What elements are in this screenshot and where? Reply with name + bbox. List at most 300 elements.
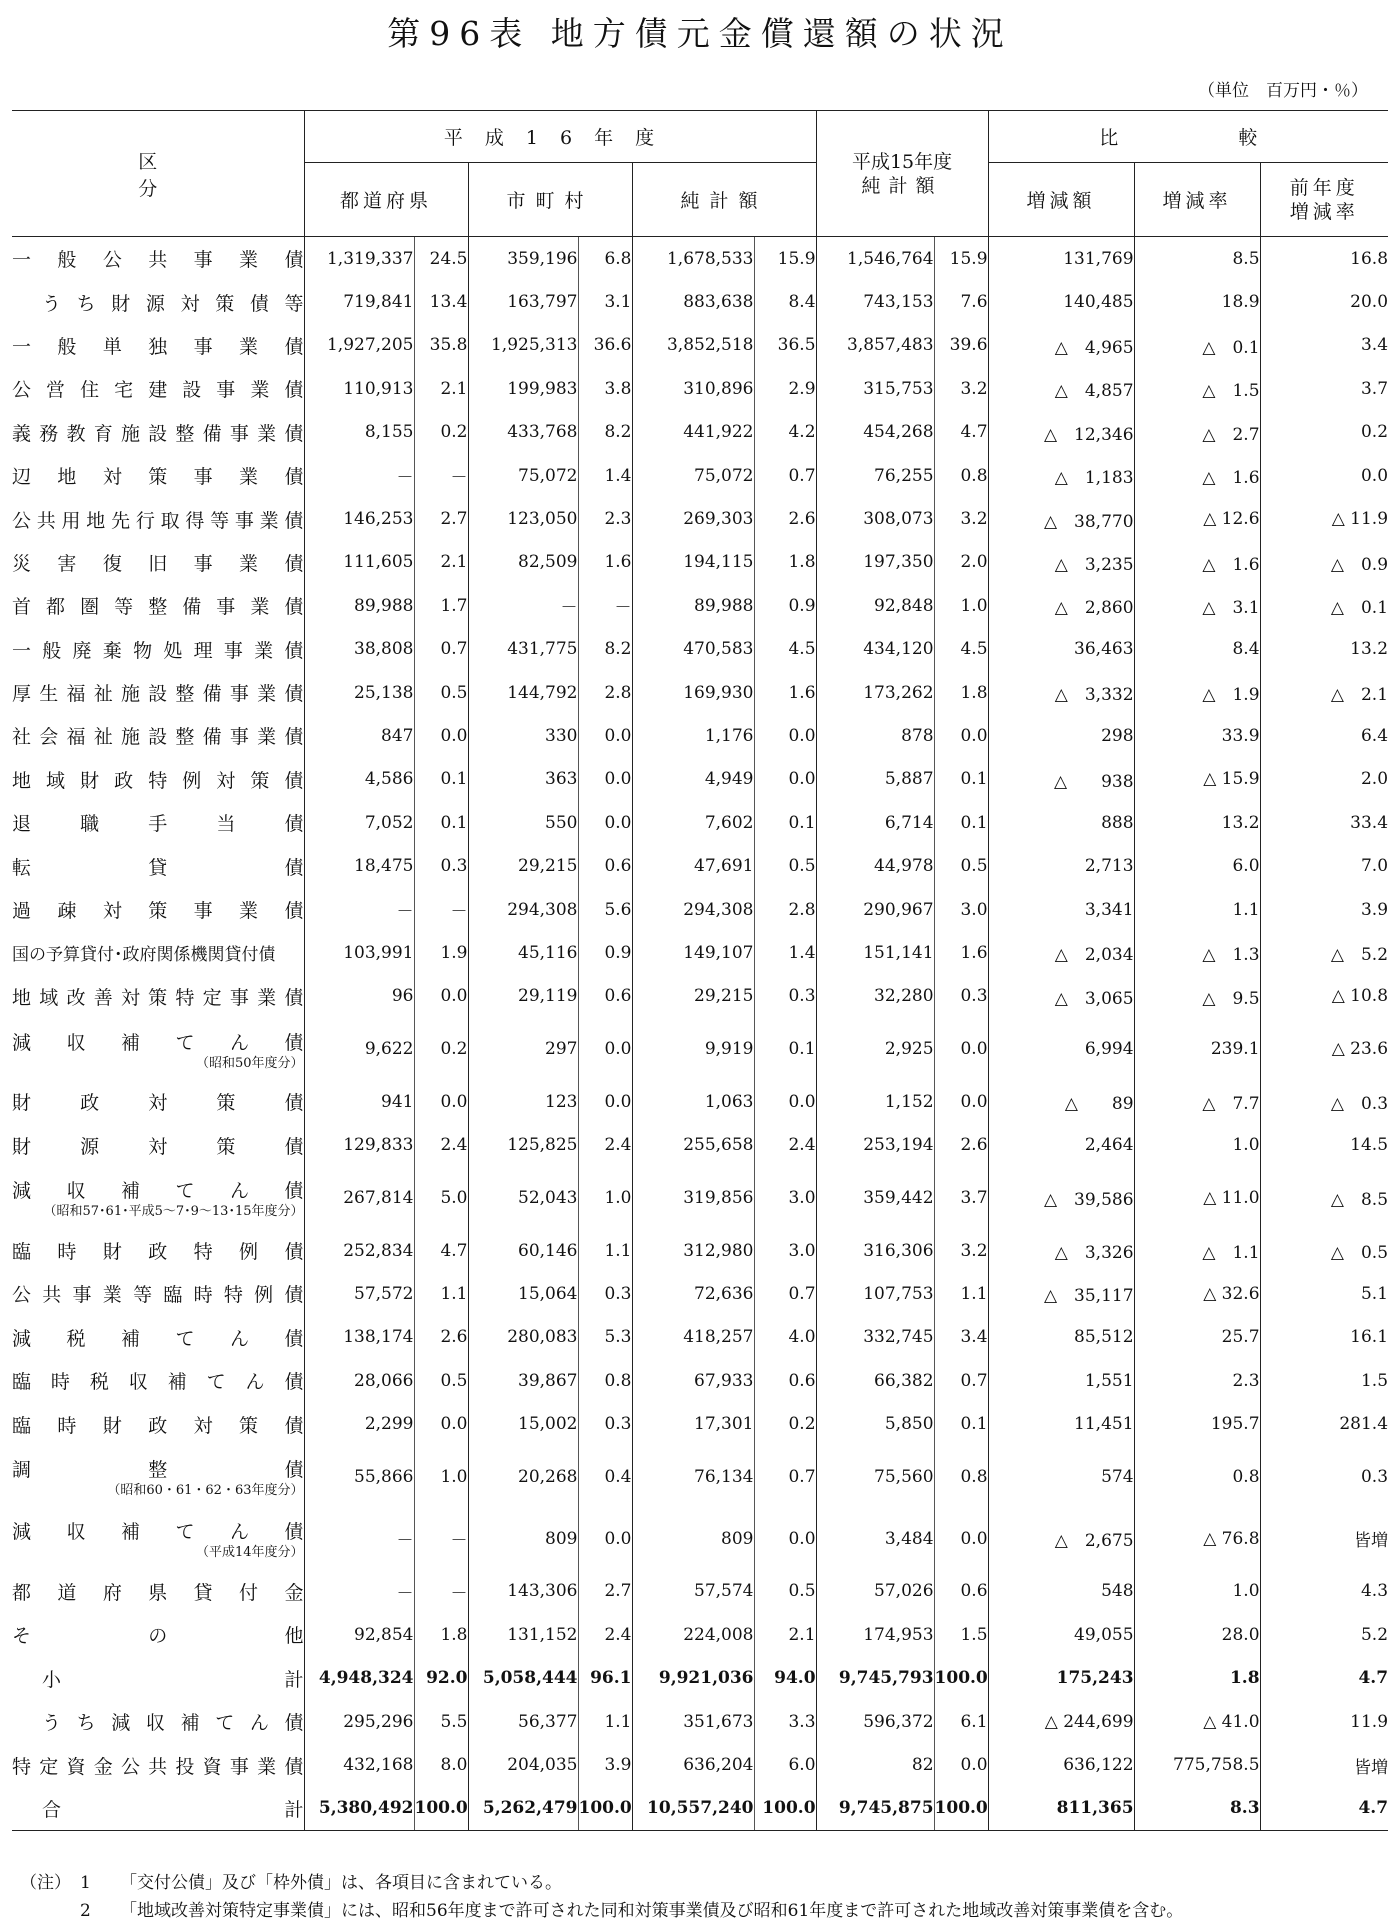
value-cell: 330 xyxy=(468,714,578,757)
row-label: 臨 時 税 収 補 て ん 債 xyxy=(12,1371,304,1394)
value-cell: 52,043 xyxy=(468,1167,578,1229)
value-cell: 47,691 xyxy=(632,844,754,887)
value-cell: 0.5 xyxy=(754,844,816,887)
value-cell: 574 xyxy=(988,1446,1134,1508)
note-text: 「交付公債」及び「枠外債」は、各項目に含まれている。 xyxy=(120,1873,562,1893)
table-row xyxy=(12,541,1388,584)
value-cell: 0.3 xyxy=(1260,1446,1388,1508)
table-body xyxy=(12,237,1388,1831)
row-label-cell xyxy=(12,237,304,281)
header-h15-line1: 平成15年度 xyxy=(851,150,953,173)
value-cell: △ 35,117 xyxy=(988,1272,1134,1315)
table-row xyxy=(12,1018,1388,1080)
value-cell: 0.0 xyxy=(578,714,632,757)
value-cell: 32,280 xyxy=(816,975,934,1018)
value-cell: 55,866 xyxy=(304,1446,414,1508)
value-cell: 0.2 xyxy=(414,1018,468,1080)
value-cell: 1.8 xyxy=(934,671,988,714)
value-cell: 432,168 xyxy=(304,1743,414,1786)
value-cell: 2.3 xyxy=(578,497,632,540)
row-label: 財 政 対 策 債 xyxy=(12,1092,304,1115)
value-cell: 85,512 xyxy=(988,1316,1134,1359)
value-cell: 111,605 xyxy=(304,541,414,584)
value-cell: 0.7 xyxy=(414,628,468,671)
value-cell: 36.5 xyxy=(754,324,816,367)
value-cell: 0.0 xyxy=(1260,454,1388,497)
value-cell: 5,058,444 xyxy=(468,1657,578,1700)
value-cell: 319,856 xyxy=(632,1167,754,1229)
value-cell: 49,055 xyxy=(988,1613,1134,1656)
value-cell: 138,174 xyxy=(304,1316,414,1359)
value-cell: 636,204 xyxy=(632,1743,754,1786)
value-cell: 5.6 xyxy=(578,888,632,931)
table-row xyxy=(12,628,1388,671)
header-rate: 増減率 xyxy=(1134,163,1260,237)
value-cell: 550 xyxy=(468,801,578,844)
value-cell: 15,064 xyxy=(468,1272,578,1315)
value-cell: 39,867 xyxy=(468,1359,578,1402)
value-cell: △ 2.7 xyxy=(1134,411,1260,454)
value-cell: 0.0 xyxy=(578,801,632,844)
value-cell: 0.0 xyxy=(934,1743,988,1786)
value-cell: △ 0.9 xyxy=(1260,541,1388,584)
value-cell: － xyxy=(578,584,632,627)
row-label: 臨 時 財 政 特 例 債 xyxy=(12,1241,304,1263)
value-cell: △ 32.6 xyxy=(1134,1272,1260,1315)
value-cell: 20.0 xyxy=(1260,280,1388,323)
table-row xyxy=(12,237,1388,281)
value-cell: 129,833 xyxy=(304,1123,414,1166)
value-cell: △ 1.6 xyxy=(1134,541,1260,584)
table-row xyxy=(12,367,1388,410)
value-cell: 4.5 xyxy=(934,628,988,671)
value-cell: 363 xyxy=(468,758,578,801)
value-cell: 888 xyxy=(988,801,1134,844)
value-cell: 6.0 xyxy=(1134,844,1260,887)
row-label: 首 都 圏 等 整 備 事 業 債 xyxy=(12,596,304,619)
value-cell: 9,622 xyxy=(304,1018,414,1080)
row-label-cell xyxy=(12,975,304,1018)
row-label-cell xyxy=(12,411,304,454)
value-cell: 0.0 xyxy=(754,1080,816,1123)
value-cell: 7,602 xyxy=(632,801,754,844)
table-row xyxy=(12,844,1388,887)
value-cell: 431,775 xyxy=(468,628,578,671)
row-label: 国の予算貸付･政府関係機関貸付債 xyxy=(12,945,276,966)
value-cell: 2.6 xyxy=(754,497,816,540)
value-cell: △ 12.6 xyxy=(1134,497,1260,540)
value-cell: △ 10.8 xyxy=(1260,975,1388,1018)
value-cell: 13.2 xyxy=(1260,628,1388,671)
row-label-cell xyxy=(12,1700,304,1743)
value-cell: 0.0 xyxy=(414,1080,468,1123)
value-cell: 1.1 xyxy=(578,1700,632,1743)
value-cell: 1.5 xyxy=(934,1613,988,1656)
table-row xyxy=(12,888,1388,931)
header-prev-line1: 前年度 xyxy=(1289,176,1359,199)
value-cell: 9,921,036 xyxy=(632,1657,754,1700)
value-cell: 1,063 xyxy=(632,1080,754,1123)
row-label: 公 共 事 業 等 臨 時 特 例 債 xyxy=(12,1284,304,1307)
value-cell: 100.0 xyxy=(934,1657,988,1700)
value-cell: 0.7 xyxy=(754,1272,816,1315)
value-cell: 144,792 xyxy=(468,671,578,714)
value-cell: 2.0 xyxy=(934,541,988,584)
value-cell: 1,319,337 xyxy=(304,237,414,281)
row-label-cell xyxy=(12,671,304,714)
value-cell: 359,196 xyxy=(468,237,578,281)
value-cell: 57,026 xyxy=(816,1570,934,1613)
value-cell: 75,072 xyxy=(632,454,754,497)
value-cell: 847 xyxy=(304,714,414,757)
value-cell: 0.6 xyxy=(578,844,632,887)
value-cell: 75,072 xyxy=(468,454,578,497)
value-cell: △ 1.3 xyxy=(1134,931,1260,974)
value-cell: 5.3 xyxy=(578,1316,632,1359)
value-cell: 2,925 xyxy=(816,1018,934,1080)
value-cell: 3,341 xyxy=(988,888,1134,931)
value-cell: 169,930 xyxy=(632,671,754,714)
table-row xyxy=(12,1272,1388,1315)
value-cell: 224,008 xyxy=(632,1613,754,1656)
value-cell: 197,350 xyxy=(816,541,934,584)
value-cell: 5.5 xyxy=(414,1700,468,1743)
repayment-table xyxy=(12,110,1388,1831)
value-cell: 295,296 xyxy=(304,1700,414,1743)
value-cell: 2.9 xyxy=(754,367,816,410)
table-row xyxy=(12,1446,1388,1508)
value-cell: 9,745,875 xyxy=(816,1787,934,1831)
header-h15 xyxy=(816,111,988,237)
row-label-cell xyxy=(12,888,304,931)
value-cell: 5,262,479 xyxy=(468,1787,578,1831)
value-cell: 2.7 xyxy=(414,497,468,540)
value-cell: 255,658 xyxy=(632,1123,754,1166)
row-label: 一 般 廃 棄 物 処 理 事 業 債 xyxy=(12,639,304,662)
value-cell: △ 38,770 xyxy=(988,497,1134,540)
value-cell: 0.0 xyxy=(578,1018,632,1080)
value-cell: 199,983 xyxy=(468,367,578,410)
table-row xyxy=(12,1167,1388,1229)
value-cell: 15,002 xyxy=(468,1402,578,1445)
value-cell: 5,850 xyxy=(816,1402,934,1445)
value-cell: 0.2 xyxy=(1260,411,1388,454)
value-cell: 3,484 xyxy=(816,1508,934,1570)
value-cell: △ 4,965 xyxy=(988,324,1134,367)
header-net: 純計額 xyxy=(632,163,816,237)
row-label: 減 収 補 て ん 債 xyxy=(12,1180,304,1203)
value-cell: 1.1 xyxy=(414,1272,468,1315)
row-label: 特 定 資 金 公 共 投 資 事 業 債 xyxy=(12,1755,304,1778)
value-cell: 82 xyxy=(816,1743,934,1786)
table-row xyxy=(12,714,1388,757)
row-label: 臨 時 財 政 対 策 債 xyxy=(12,1414,304,1437)
value-cell: 140,485 xyxy=(988,280,1134,323)
value-cell: 2.6 xyxy=(934,1123,988,1166)
notes-head: （注） xyxy=(20,1873,71,1893)
value-cell: 0.7 xyxy=(754,454,816,497)
row-label: 義 務 教 育 施 設 整 備 事 業 債 xyxy=(12,422,304,445)
value-cell: 2.8 xyxy=(578,671,632,714)
row-label-cell xyxy=(12,1272,304,1315)
value-cell: △ 1.1 xyxy=(1134,1229,1260,1272)
row-label: そ の 他 xyxy=(12,1625,304,1648)
value-cell: 75,560 xyxy=(816,1446,934,1508)
row-label: 減 税 補 て ん 債 xyxy=(12,1327,304,1350)
value-cell: 310,896 xyxy=(632,367,754,410)
value-cell: 294,308 xyxy=(632,888,754,931)
table-row xyxy=(12,584,1388,627)
table-row xyxy=(12,1613,1388,1656)
value-cell: 146,253 xyxy=(304,497,414,540)
value-cell: 1.7 xyxy=(414,584,468,627)
note-item xyxy=(20,1869,1183,1897)
value-cell: 149,107 xyxy=(632,931,754,974)
value-cell: 25,138 xyxy=(304,671,414,714)
value-cell: 9,745,793 xyxy=(816,1657,934,1700)
value-cell: 7.0 xyxy=(1260,844,1388,887)
value-cell: 0.8 xyxy=(934,1446,988,1508)
value-cell: 5.1 xyxy=(1260,1272,1388,1315)
value-cell: 0.3 xyxy=(934,975,988,1018)
value-cell: 878 xyxy=(816,714,934,757)
value-cell: 636,122 xyxy=(988,1743,1134,1786)
row-label-cell xyxy=(12,324,304,367)
table-row xyxy=(12,671,1388,714)
value-cell: 89,988 xyxy=(304,584,414,627)
table-row xyxy=(12,975,1388,1018)
value-cell: △ 76.8 xyxy=(1134,1508,1260,1570)
row-label-cell xyxy=(12,1657,304,1700)
value-cell: 103,991 xyxy=(304,931,414,974)
row-label: 過 疎 対 策 事 業 債 xyxy=(12,900,304,923)
value-cell: 3.3 xyxy=(754,1700,816,1743)
value-cell: 2.4 xyxy=(578,1123,632,1166)
value-cell: 0.7 xyxy=(934,1359,988,1402)
value-cell: 8.4 xyxy=(754,280,816,323)
value-cell: 100.0 xyxy=(754,1787,816,1831)
value-cell: 29,215 xyxy=(632,975,754,1018)
value-cell: 0.1 xyxy=(414,801,468,844)
value-cell: 56,377 xyxy=(468,1700,578,1743)
value-cell: △ 5.2 xyxy=(1260,931,1388,974)
value-cell: △ 1,183 xyxy=(988,454,1134,497)
value-cell: 25.7 xyxy=(1134,1316,1260,1359)
value-cell: － xyxy=(414,888,468,931)
value-cell: － xyxy=(414,1508,468,1570)
value-cell: 433,768 xyxy=(468,411,578,454)
table-row xyxy=(12,1402,1388,1445)
header-compare: 比較 xyxy=(988,111,1388,163)
value-cell: 0.8 xyxy=(934,454,988,497)
value-cell: 125,825 xyxy=(468,1123,578,1166)
value-cell: 1.0 xyxy=(934,584,988,627)
value-cell: 8.2 xyxy=(578,411,632,454)
value-cell: 24.5 xyxy=(414,237,468,281)
value-cell: － xyxy=(304,454,414,497)
value-cell: 16.8 xyxy=(1260,237,1388,281)
row-label: 転 貸 債 xyxy=(12,856,304,879)
value-cell: 3.4 xyxy=(934,1316,988,1359)
header-category: 区 分 xyxy=(12,111,304,237)
value-cell: △ 7.7 xyxy=(1134,1080,1260,1123)
value-cell: 809 xyxy=(632,1508,754,1570)
value-cell: 351,673 xyxy=(632,1700,754,1743)
value-cell: 0.6 xyxy=(754,1359,816,1402)
value-cell: 3.2 xyxy=(934,497,988,540)
value-cell: 13.2 xyxy=(1134,801,1260,844)
value-cell: 1,678,533 xyxy=(632,237,754,281)
value-cell: 8.5 xyxy=(1134,237,1260,281)
row-label: 財 源 対 策 債 xyxy=(12,1135,304,1158)
value-cell: 5.2 xyxy=(1260,1613,1388,1656)
value-cell: △ 3,065 xyxy=(988,975,1134,1018)
value-cell: △ 938 xyxy=(988,758,1134,801)
value-cell: 10,557,240 xyxy=(632,1787,754,1831)
value-cell: 3.0 xyxy=(934,888,988,931)
value-cell: 4.7 xyxy=(414,1229,468,1272)
value-cell: 267,814 xyxy=(304,1167,414,1229)
row-label-cell xyxy=(12,1570,304,1613)
value-cell: △ 1.9 xyxy=(1134,671,1260,714)
value-cell: 45,116 xyxy=(468,931,578,974)
value-cell: 123,050 xyxy=(468,497,578,540)
value-cell: 14.5 xyxy=(1260,1123,1388,1166)
value-cell: 29,215 xyxy=(468,844,578,887)
value-cell: 2.6 xyxy=(414,1316,468,1359)
value-cell: 308,073 xyxy=(816,497,934,540)
row-sublabel: （昭和57･61･平成5～7･9～13･15年度分） xyxy=(43,1204,304,1220)
row-label: 地 域 財 政 特 例 対 策 債 xyxy=(12,769,304,792)
value-cell: △ 15.9 xyxy=(1134,758,1260,801)
value-cell: 1.8 xyxy=(754,541,816,584)
value-cell: 3.9 xyxy=(1260,888,1388,931)
value-cell: － xyxy=(304,1570,414,1613)
value-cell: 20,268 xyxy=(468,1446,578,1508)
table-row xyxy=(12,801,1388,844)
value-cell: 28,066 xyxy=(304,1359,414,1402)
value-cell: 195.7 xyxy=(1134,1402,1260,1445)
value-cell: △ 3,332 xyxy=(988,671,1134,714)
value-cell: － xyxy=(304,888,414,931)
value-cell: 36,463 xyxy=(988,628,1134,671)
table-row xyxy=(12,1316,1388,1359)
value-cell: 1,551 xyxy=(988,1359,1134,1402)
value-cell: 775,758.5 xyxy=(1134,1743,1260,1786)
value-cell: 6.8 xyxy=(578,237,632,281)
value-cell: 441,922 xyxy=(632,411,754,454)
note-number: 2 xyxy=(80,1901,91,1921)
value-cell: 35.8 xyxy=(414,324,468,367)
value-cell: 298 xyxy=(988,714,1134,757)
value-cell: △ 41.0 xyxy=(1134,1700,1260,1743)
row-label-cell xyxy=(12,1613,304,1656)
row-label-cell xyxy=(12,931,304,974)
row-label-cell xyxy=(12,714,304,757)
value-cell: 2.4 xyxy=(578,1613,632,1656)
value-cell: 4.7 xyxy=(1260,1657,1388,1700)
value-cell: 5.0 xyxy=(414,1167,468,1229)
value-cell: 290,967 xyxy=(816,888,934,931)
value-cell: 3.9 xyxy=(578,1743,632,1786)
value-cell: 44,978 xyxy=(816,844,934,887)
value-cell: △ 2,860 xyxy=(988,584,1134,627)
value-cell: 0.6 xyxy=(578,975,632,1018)
row-label: 辺 地 対 策 事 業 債 xyxy=(12,466,304,489)
value-cell: 131,769 xyxy=(988,237,1134,281)
value-cell: 1.4 xyxy=(754,931,816,974)
value-cell: 92,854 xyxy=(304,1613,414,1656)
row-label: 合 計 xyxy=(42,1798,304,1821)
row-label-cell xyxy=(12,801,304,844)
value-cell: 39.6 xyxy=(934,324,988,367)
value-cell: 4.0 xyxy=(754,1316,816,1359)
value-cell: 13.4 xyxy=(414,280,468,323)
value-cell: 1,546,764 xyxy=(816,237,934,281)
value-cell: 0.1 xyxy=(754,801,816,844)
value-cell: 76,134 xyxy=(632,1446,754,1508)
row-label-cell xyxy=(12,367,304,410)
value-cell: 28.0 xyxy=(1134,1613,1260,1656)
value-cell: 131,152 xyxy=(468,1613,578,1656)
value-cell: 3.2 xyxy=(934,1229,988,1272)
page-title: 第96表 地方債元金償還額の状況 xyxy=(387,14,1013,53)
value-cell: 1.5 xyxy=(1260,1359,1388,1402)
value-cell: 143,306 xyxy=(468,1570,578,1613)
value-cell: 皆増 xyxy=(1260,1743,1388,1786)
value-cell: 1.9 xyxy=(414,931,468,974)
value-cell: 0.0 xyxy=(578,1080,632,1123)
value-cell: 151,141 xyxy=(816,931,934,974)
value-cell: 6.4 xyxy=(1260,714,1388,757)
row-label-cell xyxy=(12,1167,304,1229)
value-cell: － xyxy=(414,1570,468,1613)
value-cell: 89,988 xyxy=(632,584,754,627)
value-cell: － xyxy=(304,1508,414,1570)
value-cell: 8.0 xyxy=(414,1743,468,1786)
value-cell: 3.4 xyxy=(1260,324,1388,367)
row-label: 厚 生 福 祉 施 設 整 備 事 業 債 xyxy=(12,683,304,706)
value-cell: 0.6 xyxy=(934,1570,988,1613)
value-cell: 0.3 xyxy=(578,1402,632,1445)
value-cell: 2,464 xyxy=(988,1123,1134,1166)
row-label-cell xyxy=(12,454,304,497)
value-cell: 1.6 xyxy=(754,671,816,714)
value-cell: 312,980 xyxy=(632,1229,754,1272)
row-sublabel: （昭和50年度分） xyxy=(195,1055,304,1071)
value-cell: 0.0 xyxy=(934,1080,988,1123)
value-cell: 2.4 xyxy=(414,1123,468,1166)
value-cell: △ 0.1 xyxy=(1134,324,1260,367)
value-cell: 743,153 xyxy=(816,280,934,323)
value-cell: 2.8 xyxy=(754,888,816,931)
value-cell: 941 xyxy=(304,1080,414,1123)
value-cell: △ 2.1 xyxy=(1260,671,1388,714)
row-label-cell xyxy=(12,628,304,671)
note-text: 「地域改善対策特定事業債」には、昭和56年度まで許可された同和対策事業債及び昭和61年度まで許可された地域改善対策事業債を含む。 xyxy=(120,1901,1184,1921)
value-cell: 1.6 xyxy=(578,541,632,584)
value-cell: 33.9 xyxy=(1134,714,1260,757)
value-cell: － xyxy=(414,454,468,497)
header-h16: 平成16年度 xyxy=(304,111,816,163)
notes xyxy=(20,1869,1183,1925)
value-cell: △ 2,034 xyxy=(988,931,1134,974)
header-pref: 都道府県 xyxy=(304,163,468,237)
value-cell: 811,365 xyxy=(988,1787,1134,1831)
value-cell: 6.1 xyxy=(934,1700,988,1743)
value-cell: 596,372 xyxy=(816,1700,934,1743)
row-label-cell xyxy=(12,1787,304,1831)
